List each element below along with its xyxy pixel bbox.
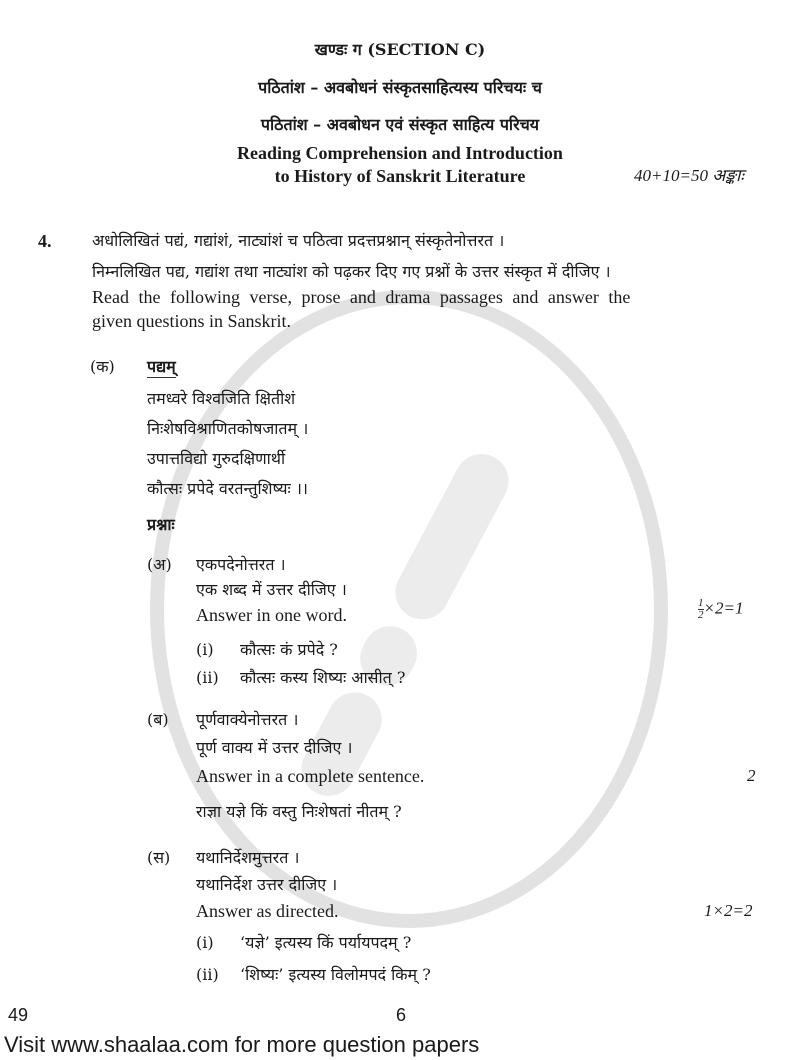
instruction-sanskrit: अधोलिखितं पद्यं, गद्यांशं, नाट्यांशं च पठित्वा प्रदत्तप्रश्नान् संस्कृतेनोत्तरत । (92, 231, 505, 250)
subpart-label: (ब) (147, 710, 169, 729)
subpart-instruction-english: Answer in one word. (196, 605, 347, 625)
title-english-1: Reading Comprehension and Introduction (237, 143, 563, 163)
verse-line: तमध्वरे विश्वजिति क्षितीशं (147, 389, 296, 408)
fraction-numerator: 1 (698, 597, 704, 609)
subpart-instruction-english: Answer as directed. (196, 901, 339, 921)
subpart-marks: 1×2=2 (704, 901, 753, 920)
questions-heading: प्रश्नाः (147, 515, 175, 534)
subpart-label: (अ) (147, 555, 172, 574)
subpart-instruction-sanskrit: एकपदेनोत्तरत । (196, 555, 286, 574)
instruction-english-2: given questions in Sanskrit. (92, 311, 291, 331)
question-item-text: कौत्सः कस्य शिष्यः आसीत् ? (240, 668, 406, 687)
subpart-marks (698, 598, 743, 621)
part-label: (क) (90, 357, 115, 376)
subpart-instruction-hindi: एक शब्द में उत्तर दीजिए । (196, 580, 347, 599)
subpart-instruction-english: Answer in a complete sentence. (196, 766, 425, 786)
title-hindi: पठितांश – अवबोधन एवं संस्कृत साहित्य परिचय (260, 115, 540, 134)
verse-line: निःशेषविश्राणितकोषजातम् । (147, 419, 309, 438)
footer-visit-link[interactable]: Visit www.shaalaa.com for more question papers (4, 1032, 480, 1057)
subpart-label: (स) (147, 848, 171, 867)
title-english-2: to History of Sanskrit Literature (274, 166, 526, 186)
question-item-number: (i) (196, 933, 214, 952)
page-number: 6 (396, 1005, 407, 1025)
verse-line: उपात्तविद्यो गुरुदक्षिणार्थी (147, 449, 286, 468)
question-item-text: ‘शिष्यः’ इत्यस्य विलोमपदं किम् ? (240, 965, 431, 984)
question-item-text: कौत्सः कं प्रपेदे ? (240, 640, 338, 659)
question-item-number: (i) (196, 640, 214, 659)
subpart-instruction-sanskrit: पूर्णवाक्येनोत्तरत । (196, 710, 299, 729)
question-item-text: ‘यज्ञे’ इत्यस्य किं पर्यायपदम् ? (240, 933, 412, 952)
paper-code: 49 (8, 1005, 29, 1025)
instruction-english-1: Read the following verse, prose and drama passages and answer the (92, 287, 631, 307)
section-heading: खण्डः ग (SECTION C) (314, 40, 486, 59)
fraction-denominator: 2 (698, 609, 704, 621)
question-item-number: (ii) (196, 965, 219, 984)
question-item-number: (ii) (196, 668, 219, 687)
title-sanskrit: पठितांश – अवबोधनं संस्कृतसाहित्यस्य परिचयः च (258, 78, 542, 97)
subpart-instruction-hindi: पूर्ण वाक्य में उत्तर दीजिए । (196, 738, 353, 757)
subpart-instruction-hindi: यथानिर्देश उत्तर दीजिए । (196, 875, 338, 894)
question-number: 4. (38, 231, 52, 251)
subpart-instruction-sanskrit: यथानिर्देशमुत्तरत । (196, 848, 300, 867)
subpart-marks: 2 (747, 766, 756, 785)
instruction-hindi: निम्नलिखित पद्य, गद्यांश तथा नाट्यांश को पढ़कर दिए गए प्रश्नों के उत्तर संस्कृत में दीजिए । (92, 262, 611, 281)
verse-line: कौत्सः प्रपेदे वरतन्तुशिष्यः ।। (147, 479, 308, 498)
section-marks: 40+10=50 अङ्काः (634, 166, 744, 185)
verse-heading: पद्यम् (147, 357, 176, 376)
marks-multiplier: ×2=1 (703, 598, 744, 618)
question-item-text: राज्ञा यज्ञे किं वस्तु निःशेषतां नीतम् ? (196, 802, 402, 821)
